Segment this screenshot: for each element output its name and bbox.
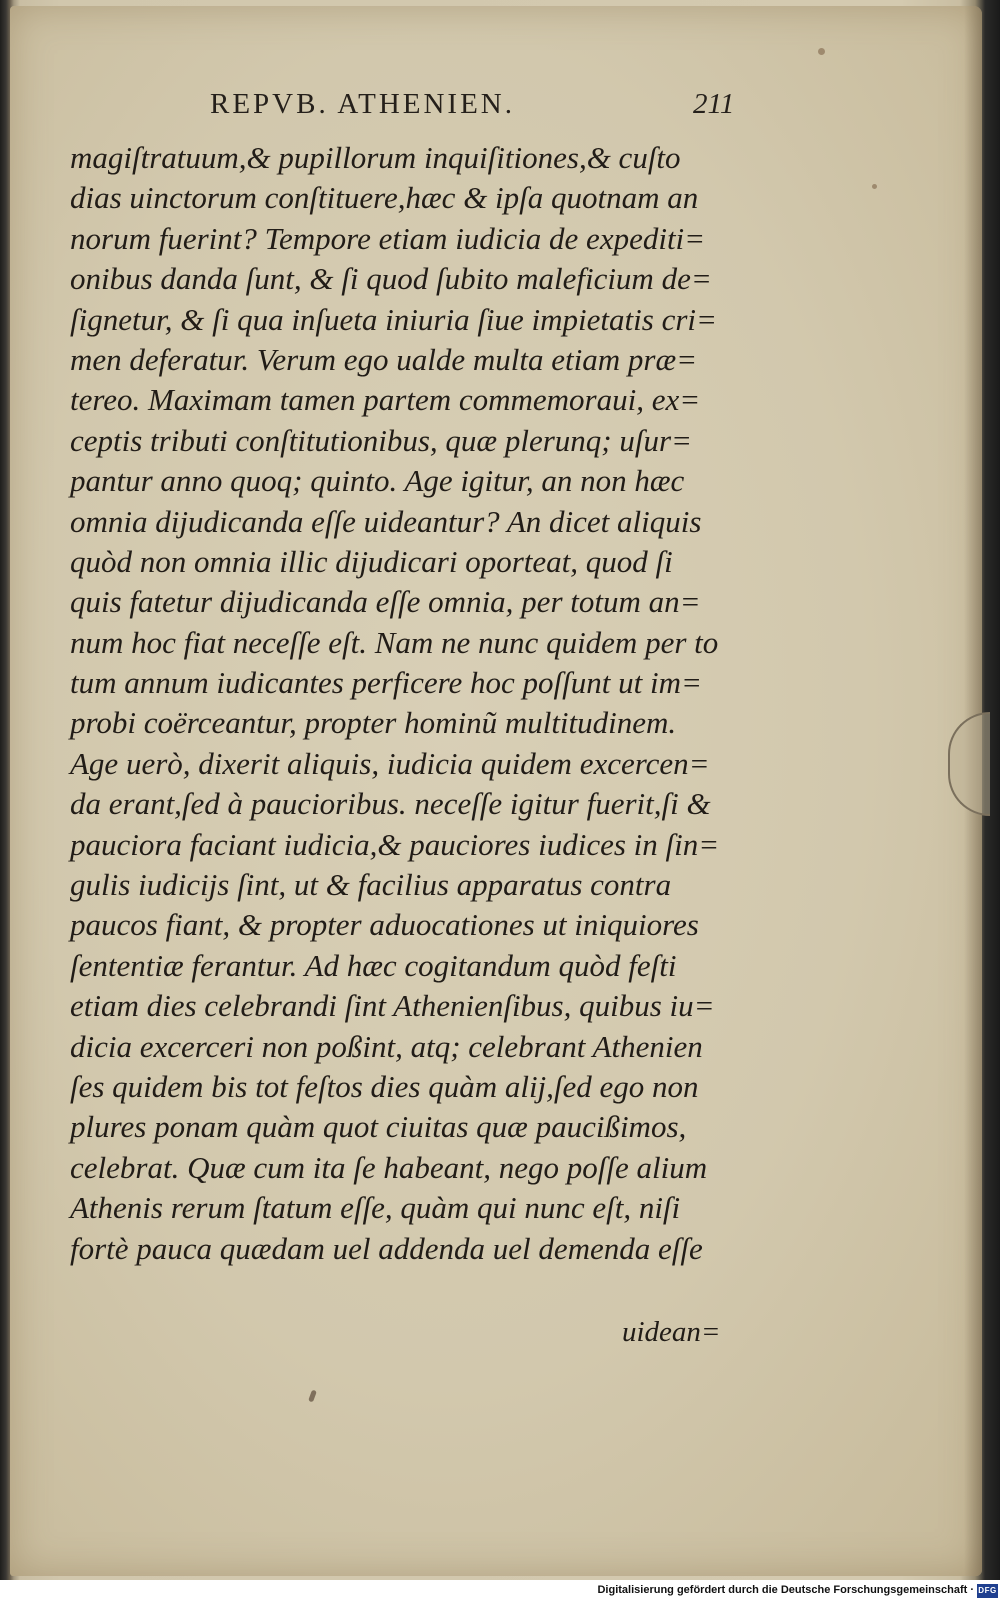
text-line: dicia excerceri non poßint, atq; celebrant Athenien xyxy=(70,1028,703,1064)
text-line: fortè pauca quædam uel addenda uel demenda eſſe xyxy=(70,1230,703,1266)
funding-credit: Digitalisierung gefördert durch die Deutsche Forschungsgemeinschaft · xyxy=(597,1584,974,1596)
text-line: men deferatur. Verum ego ualde multa etiam præ= xyxy=(70,341,698,377)
text-line: tum annum iudicantes perficere hoc poſſunt ut im= xyxy=(70,665,702,701)
running-title: REPVB. ATHENIEN. xyxy=(210,88,515,120)
text-line: omnia dijudicanda eſſe uideantur? An dicet aliquis xyxy=(70,503,702,539)
catchword: uidean= xyxy=(622,1316,721,1348)
text-line: ceptis tributi conſtitutionibus, quæ plerunq; uſur= xyxy=(70,422,692,458)
text-line: Athenis rerum ſtatum eſſe, quàm qui nunc eſt, niſi xyxy=(70,1190,681,1226)
text-line: ſignetur, & ſi qua inſueta iniuria ſiue impietatis cri= xyxy=(70,301,717,337)
book-page xyxy=(10,6,982,1576)
text-line: num hoc fiat neceſſe eſt. Nam ne nunc quidem per to xyxy=(70,624,719,660)
text-line: quis fatetur dijudicanda eſſe omnia, per totum an= xyxy=(70,584,701,620)
text-line: ſes quidem bis tot feſtos dies quàm alij,ſed ego non xyxy=(70,1068,699,1104)
paper-stain xyxy=(872,184,877,189)
text-line: tereo. Maximam tamen partem commemoraui, ex= xyxy=(70,382,701,418)
page-header xyxy=(210,88,770,128)
text-line: onibus danda ſunt, & ſi quod ſubito maleficium de= xyxy=(70,261,712,297)
page-number: 211 xyxy=(693,88,735,120)
text-line: pauciora faciant iudicia,& pauciores iudices in ſin= xyxy=(70,826,720,862)
dfg-logo: DFG xyxy=(977,1584,998,1598)
text-line: magiſtratuum,& pupillorum inquiſitiones,& cuſto xyxy=(70,140,681,175)
ink-mark xyxy=(308,1390,317,1403)
paper-stain xyxy=(818,48,825,55)
text-line: ſententiæ ferantur. Ad hæc cogitandum quòd feſti xyxy=(70,947,677,983)
text-line: norum fuerint? Tempore etiam iudicia de expediti= xyxy=(70,220,706,256)
text-line: Age uerò, dixerit aliquis, iudicia quidem excercen= xyxy=(70,745,710,781)
text-line: da erant,ſed à paucioribus. neceſſe igitur fuerit,ſi & xyxy=(70,786,711,822)
text-line: quòd non omnia illic dijudicari oporteat, quod ſi xyxy=(70,543,673,579)
body-text xyxy=(70,138,735,1269)
digitization-footer xyxy=(0,1580,1000,1604)
text-line: pantur anno quoq; quinto. Age igitur, an non hæc xyxy=(70,463,685,499)
text-line: dias uinctorum conſtituere,hæc & ipſa quotnam an xyxy=(70,180,699,216)
text-line: probi coërceantur, propter hominũ multitudinem. xyxy=(70,705,677,741)
text-line: plures ponam quàm quot ciuitas quæ paucißimos, xyxy=(70,1109,687,1145)
text-line: celebrat. Quæ cum ita ſe habeant, nego poſſe alium xyxy=(70,1149,708,1185)
text-line: gulis iudicijs ſint, ut & facilius apparatus contra xyxy=(70,867,672,903)
text-line: paucos fiant, & propter aduocationes ut iniquiores xyxy=(70,907,699,943)
text-line: etiam dies celebrandi ſint Athenienſibus, quibus iu= xyxy=(70,988,715,1024)
